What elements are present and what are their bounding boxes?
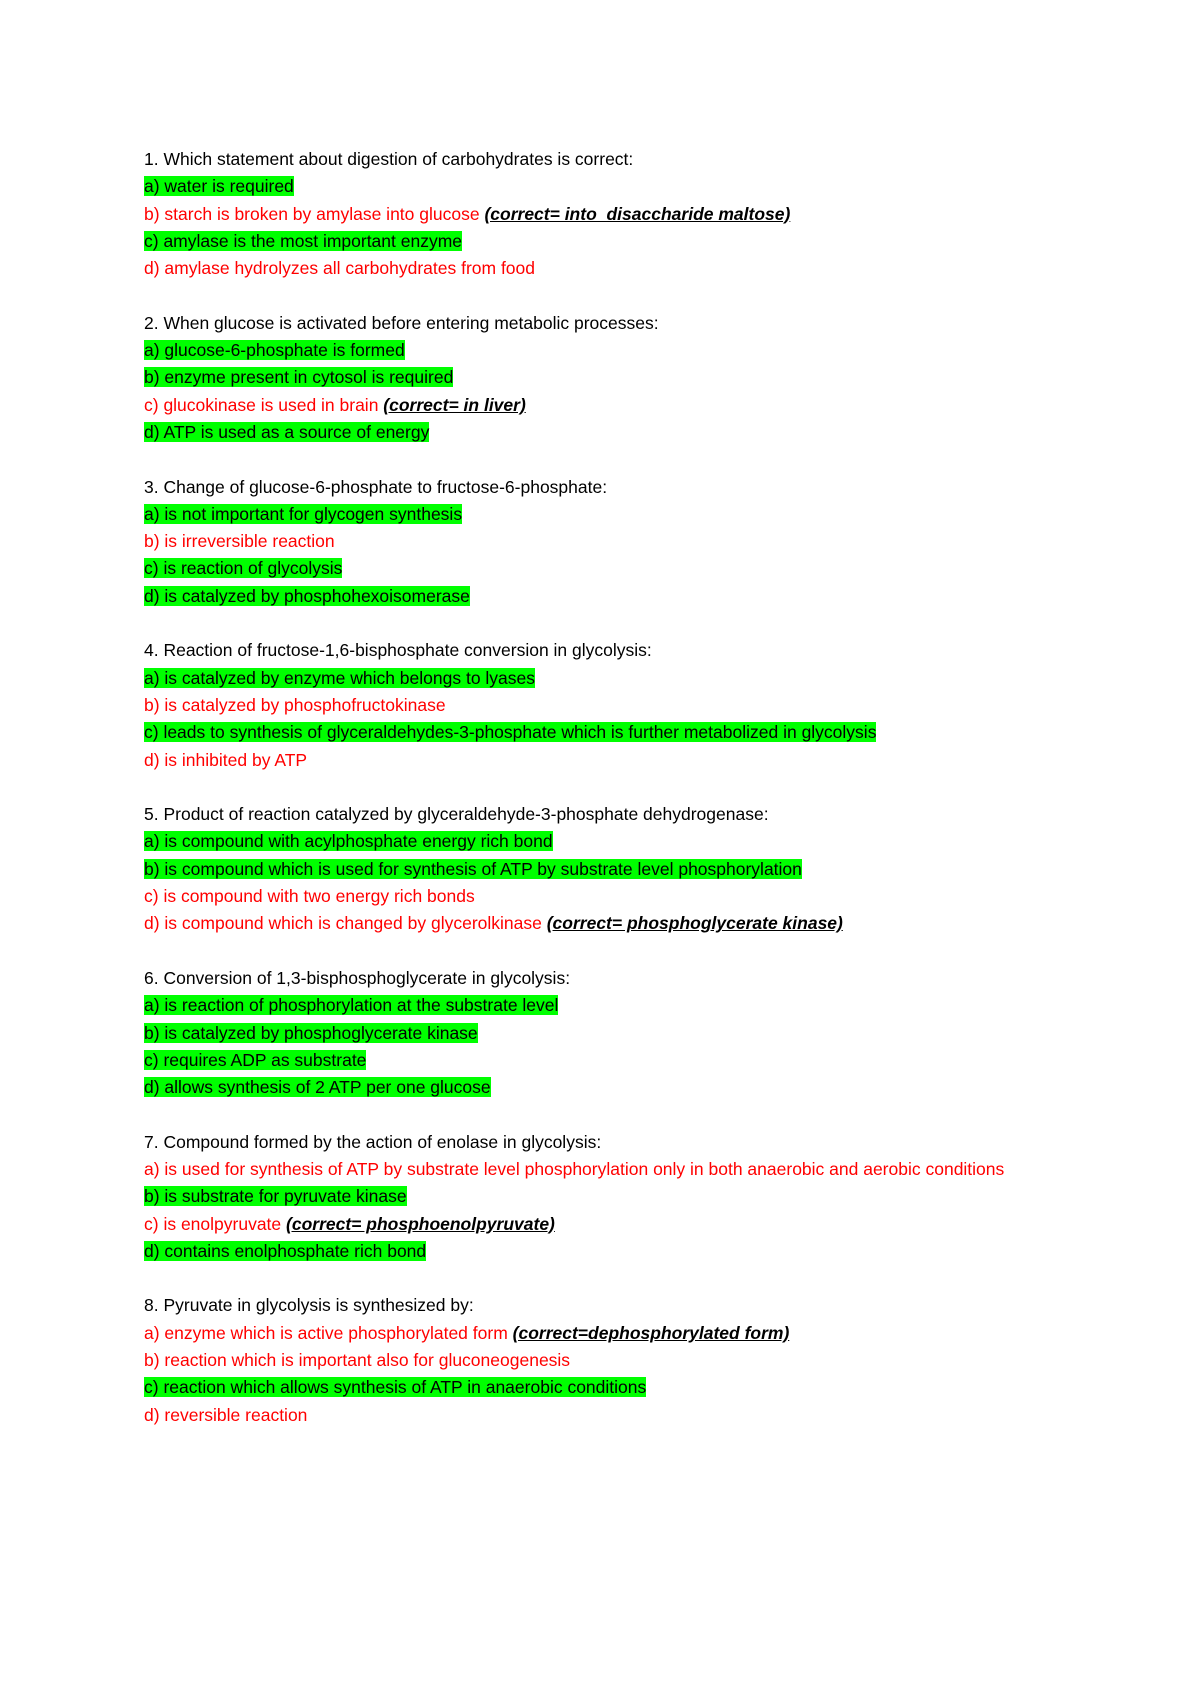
question-title: 7. Compound formed by the action of enolase in glycolysis: (144, 1131, 602, 1152)
answer-option (144, 1402, 1064, 1429)
answer-option (144, 1320, 1064, 1347)
wrong-answer-text: d) amylase hydrolyzes all carbohydrates from food (144, 258, 536, 279)
question-title: 8. Pyruvate in glycolysis is synthesized by: (144, 1295, 474, 1316)
wrong-answer-text: d) reversible reaction (144, 1404, 308, 1425)
correct-answer-text: a) is reaction of phosphorylation at the substrate level (144, 995, 559, 1016)
answer-option (144, 1238, 1064, 1265)
answer-option (144, 173, 1064, 200)
answer-option (144, 1156, 1064, 1183)
correct-answer-text: b) is compound which is used for synthesis of ATP by substrate level phosphorylation (144, 858, 802, 879)
correct-answer-text: d) is catalyzed by phosphohexoisomerase (144, 585, 470, 606)
answer-option (144, 337, 1064, 364)
correction-note: (correct=dephosphorylated form) (512, 1322, 790, 1343)
answer-option (144, 910, 1064, 937)
correct-answer-text: a) water is required (144, 176, 294, 197)
question-title: 6. Conversion of 1,3-bisphosphoglycerate in glycolysis: (144, 967, 571, 988)
answer-option (144, 1020, 1064, 1047)
wrong-answer-text: d) is inhibited by ATP (144, 749, 308, 770)
correction-note: (correct= into disaccharide maltose) (484, 203, 791, 224)
answer-option (144, 747, 1064, 774)
correct-answer-text: d) allows synthesis of 2 ATP per one glucose (144, 1077, 491, 1098)
correction-note: (correct= phosphoenolpyruvate) (286, 1213, 555, 1234)
correct-answer-text: b) is substrate for pyruvate kinase (144, 1186, 407, 1207)
quiz-content (144, 146, 1064, 1456)
answer-option (144, 201, 1064, 228)
wrong-answer-text: b) is catalyzed by phosphofructokinase (144, 694, 446, 715)
answer-option (144, 555, 1064, 582)
question-8 (144, 1292, 1064, 1428)
answer-option (144, 1347, 1064, 1374)
answer-option (144, 228, 1064, 255)
wrong-answer-text: c) is enolpyruvate (144, 1213, 287, 1234)
correct-answer-text: a) is catalyzed by enzyme which belongs to lyases (144, 667, 536, 688)
wrong-answer-text: a) enzyme which is active phosphorylated form (144, 1322, 513, 1343)
question-title: 2. When glucose is activated before entering metabolic processes: (144, 312, 659, 333)
answer-option (144, 1074, 1064, 1101)
wrong-answer-text: d) is compound which is changed by glycerolkinase (144, 913, 547, 934)
correct-answer-text: a) glucose-6-phosphate is formed (144, 340, 405, 361)
wrong-answer-text: b) reaction which is important also for gluconeogenesis (144, 1350, 571, 1371)
question-4 (144, 637, 1064, 773)
question-title: 4. Reaction of fructose-1,6-bisphosphate conversion in glycolysis: (144, 640, 652, 661)
answer-option (144, 992, 1064, 1019)
question-title: 5. Product of reaction catalyzed by glyceraldehyde-3-phosphate dehydrogenase: (144, 804, 769, 825)
answer-option (144, 1183, 1064, 1210)
answer-option (144, 528, 1064, 555)
wrong-answer-text: c) glucokinase is used in brain (144, 394, 384, 415)
wrong-answer-text: c) is compound with two energy rich bonds (144, 886, 475, 907)
answer-option (144, 501, 1064, 528)
correct-answer-text: b) is catalyzed by phosphoglycerate kinase (144, 1022, 478, 1043)
question-3 (144, 474, 1064, 610)
question-7 (144, 1129, 1064, 1265)
answer-option (144, 883, 1064, 910)
correct-answer-text: d) ATP is used as a source of energy (144, 421, 430, 442)
answer-option (144, 1211, 1064, 1238)
answer-option (144, 1047, 1064, 1074)
correction-note: (correct= phosphoglycerate kinase) (546, 913, 843, 934)
answer-option (144, 665, 1064, 692)
answer-option (144, 392, 1064, 419)
answer-option (144, 856, 1064, 883)
question-2 (144, 310, 1064, 446)
question-5 (144, 801, 1064, 937)
correction-note: (correct= in liver) (383, 394, 526, 415)
wrong-answer-text: a) is used for synthesis of ATP by substrate level phosphorylation only in both anaerobic and aerobic conditions (144, 1158, 1005, 1179)
correct-answer-text: d) contains enolphosphate rich bond (144, 1240, 427, 1261)
answer-option (144, 828, 1064, 855)
question-title: 3. Change of glucose-6-phosphate to fructose-6-phosphate: (144, 476, 608, 497)
question-1 (144, 146, 1064, 282)
question-6 (144, 965, 1064, 1101)
correct-answer-text: a) is not important for glycogen synthesis (144, 503, 463, 524)
answer-option (144, 1374, 1064, 1401)
correct-answer-text: b) enzyme present in cytosol is required (144, 367, 454, 388)
answer-option (144, 692, 1064, 719)
wrong-answer-text: b) is irreversible reaction (144, 531, 335, 552)
correct-answer-text: c) amylase is the most important enzyme (144, 230, 463, 251)
question-title: 1. Which statement about digestion of carbohydrates is correct: (144, 149, 634, 169)
correct-answer-text: a) is compound with acylphosphate energy rich bond (144, 831, 553, 852)
answer-option (144, 419, 1064, 446)
answer-option (144, 364, 1064, 391)
correct-answer-text: c) leads to synthesis of glyceraldehydes-3-phosphate which is further metabolized in glycolysis (144, 722, 877, 743)
answer-option (144, 583, 1064, 610)
answer-option (144, 719, 1064, 746)
correct-answer-text: c) requires ADP as substrate (144, 1049, 367, 1070)
correct-answer-text: c) is reaction of glycolysis (144, 558, 343, 579)
wrong-answer-text: b) starch is broken by amylase into glucose (144, 203, 485, 224)
answer-option (144, 255, 1064, 282)
correct-answer-text: c) reaction which allows synthesis of ATP in anaerobic conditions (144, 1377, 647, 1398)
